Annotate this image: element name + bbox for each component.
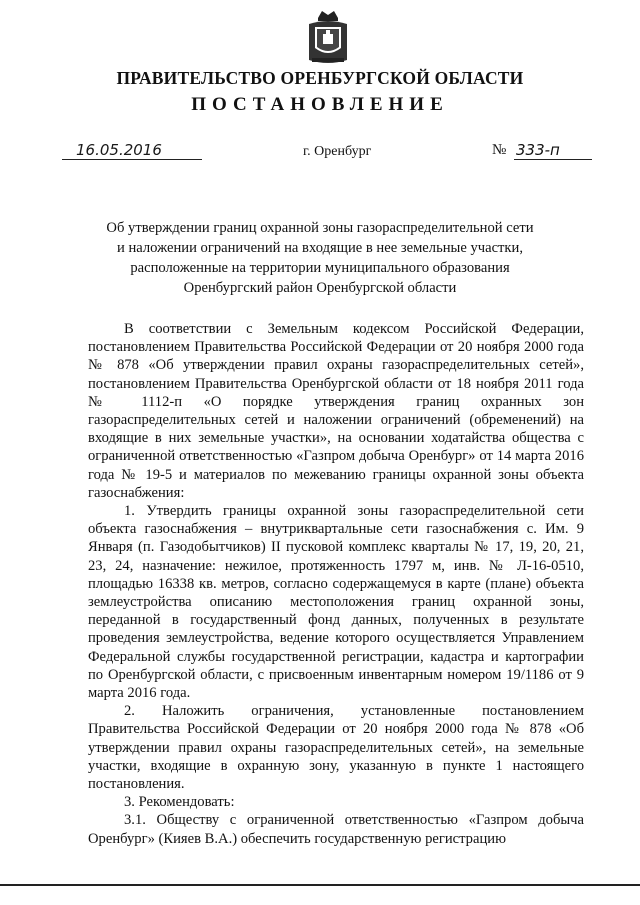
title-line: Об утверждении границ охранной зоны газораспределительной сети [106,220,534,236]
paragraph-preamble: В соответствии с Земельным кодексом Российской Федерации, постановлением Правительства Российской Федерации от 20 ноября 2000 года № 878 «Об утверждении правил охраны газораспределительных сетей», постановлением Правительства Оренбургской области от 18 ноября 2011 года № 1112-п «О порядке утверждения границ охранных зон газораспределительных сетей и наложении ограничений (обременений) на входящие в них земельные участки», на основании ходатайства общества с ограниченной ответственностью «Газпром добыча Оренбург» от 14 марта 2016 года № 19-5 и материалов по межеванию границы охранной зоны объекта газоснабжения: [88,321,584,501]
document-city: г. Оренбург [303,144,372,159]
organization-name: ПРАВИТЕЛЬСТВО ОРЕНБУРГСКОЙ ОБЛАСТИ [116,68,524,88]
document-number: 333-п [514,141,592,160]
title-line: и наложении ограничений на входящие в нее земельные участки, [117,240,523,256]
paragraph-item-3-1: 3.1. Обществу с ограниченной ответственностью «Газпром добыча Оренбург» (Кияев В.А.) обеспечить государственную регистрацию [88,812,584,847]
document-body [88,320,584,848]
orenburg-coat-of-arms-icon [306,8,350,66]
document-date: 16.05.2016 [62,141,202,160]
bottom-divider [0,884,640,886]
document-title [90,218,550,298]
paragraph-item-3: 3. Рекомендовать: [124,794,235,811]
paragraph-item-2: 2. Наложить ограничения, установленные постановлением Правительства Российской Федерации от 20 ноября 2000 года № 878 «Об утверждении правил охраны газораспределительных сетей», на земельные участки, входящие в охранную зону, указанную в пункте 1 настоящего постановления. [88,703,584,793]
number-label: № [492,142,507,158]
paragraph-item-1: 1. Утвердить границы охранной зоны газораспределительной сети объекта газоснабжения – внутриквартальные сети газоснабжения с. Им. 9 Января (п. Газодобытчиков) II пусковой комплекс кварталы № 17, 19, 20, 21, 23, 24, назначение: нежилое, протяженность 1797 м, инв. № Л-16-0510, площадью 16338 кв. метров, согласно содержащемуся в карте (плане) объекта землеустройства описанию местоположения границ охранной зоны, переданной в государственный фонд данных, полученных в результате проведения землеустройства, ведение которого осуществляется Управлением Федеральной службы государственной регистрации, кадастра и картографии по Оренбургской области, с присвоенным инвентарным номером 19/1186 от 9 марта 2016 года. [88,503,584,702]
document-type: ПОСТАНОВЛЕНИЕ [191,94,449,115]
title-line: расположенные на территории муниципального образования [130,260,510,276]
title-line: Оренбургский район Оренбургской области [183,280,457,296]
